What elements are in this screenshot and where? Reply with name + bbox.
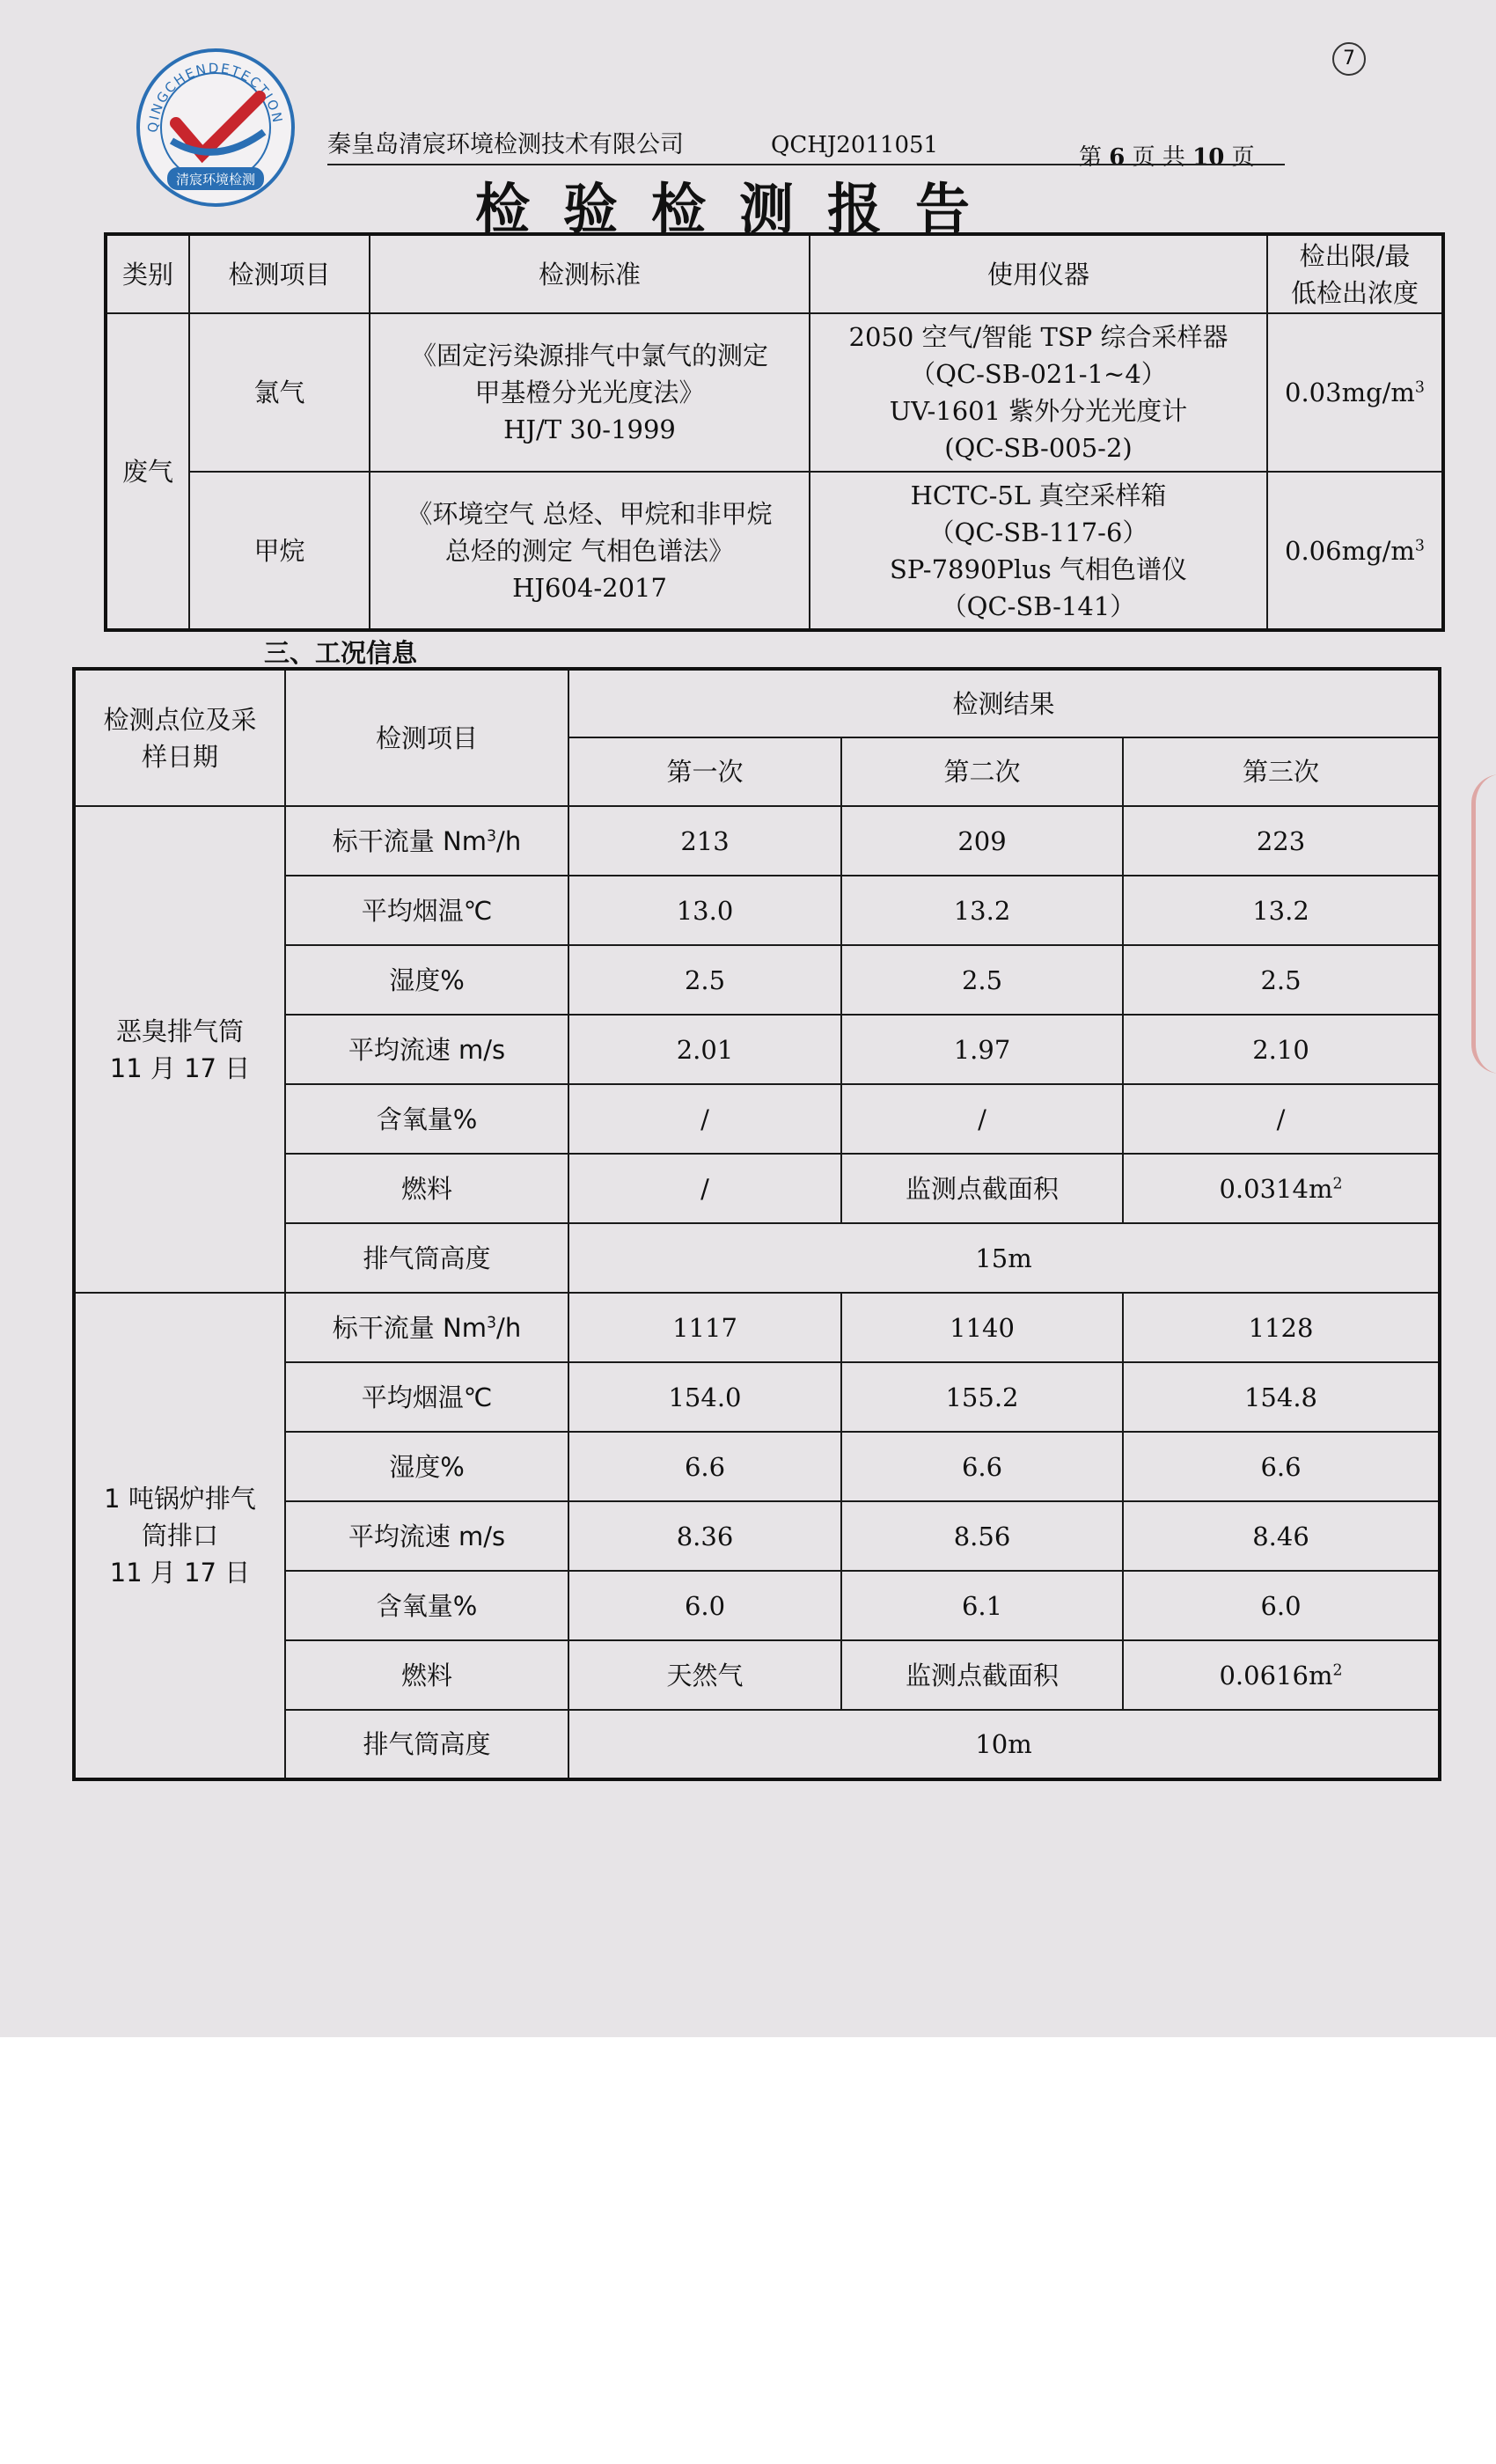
value-cell: 1128	[1123, 1293, 1440, 1362]
fuel-label: 燃料	[285, 1154, 568, 1223]
value-cell: 8.36	[568, 1501, 841, 1571]
item-cell: 平均烟温℃	[285, 876, 568, 945]
area-label: 监测点截面积	[841, 1640, 1123, 1710]
company-logo-seal	[132, 44, 299, 211]
area-label: 监测点截面积	[841, 1154, 1123, 1223]
item-cell: 平均流速 m/s	[285, 1015, 568, 1084]
item-cell: 标干流量 Nm$^3$/h	[285, 1293, 568, 1362]
value-cell: 6.6	[841, 1432, 1123, 1501]
value-cell: /	[1123, 1084, 1440, 1154]
header-instrument: 使用仪器	[810, 234, 1267, 313]
area-value: $0.0314m^2$	[1123, 1154, 1440, 1223]
instrument-cell: 2050 空气/智能 TSP 综合采样器 （QC-SB-021-1~4） UV-1601 紫外分光光度计 (QC-SB-005-2)	[810, 313, 1267, 472]
header-second: 第二次	[841, 737, 1123, 806]
company-name: 秦皇岛清宸环境检测技术有限公司	[327, 131, 684, 158]
value-cell: /	[568, 1084, 841, 1154]
header-category: 类别	[106, 234, 189, 313]
value-cell: 1140	[841, 1293, 1123, 1362]
height-label: 排气筒高度	[285, 1710, 568, 1779]
value-cell: 154.0	[568, 1362, 841, 1432]
value-cell: 209	[841, 806, 1123, 876]
height-value: 10m	[568, 1710, 1440, 1779]
value-cell: 6.0	[1123, 1571, 1440, 1640]
limit-cell: $0.06mg/m^3$	[1267, 472, 1443, 630]
item-cell: 含氧量%	[285, 1571, 568, 1640]
item-cell: 氯气	[189, 313, 370, 472]
point-cell: 恶臭排气筒 11 月 17 日	[74, 806, 285, 1293]
value-cell: 6.1	[841, 1571, 1123, 1640]
seal-stamp-edge	[1471, 774, 1496, 1074]
handwritten-page-mark: 7	[1332, 42, 1366, 76]
page-indicator: 第 6 页 共 10 页	[1079, 144, 1255, 171]
report-number: QCHJ2011051	[771, 132, 939, 158]
fuel-value: 天然气	[568, 1640, 841, 1710]
value-cell: 2.5	[841, 945, 1123, 1015]
value-cell: 13.2	[841, 876, 1123, 945]
value-cell: 155.2	[841, 1362, 1123, 1432]
height-value: 15m	[568, 1223, 1440, 1293]
value-cell: 2.5	[568, 945, 841, 1015]
value-cell: 8.56	[841, 1501, 1123, 1571]
header-results: 检测结果	[568, 669, 1440, 737]
header-item: 检测项目	[189, 234, 370, 313]
value-cell: 223	[1123, 806, 1440, 876]
svg-text:清宸环境检测: 清宸环境检测	[175, 172, 256, 187]
value-cell: 6.0	[568, 1571, 841, 1640]
header-third: 第三次	[1123, 737, 1440, 806]
fuel-label: 燃料	[285, 1640, 568, 1710]
fuel-value: /	[568, 1154, 841, 1223]
area-value: $0.0616m^2$	[1123, 1640, 1440, 1710]
height-label: 排气筒高度	[285, 1223, 568, 1293]
item-cell: 平均流速 m/s	[285, 1501, 568, 1571]
standard-cell: 《环境空气 总烃、甲烷和非甲烷 总烃的测定 气相色谱法》 HJ604-2017	[370, 472, 810, 630]
svg-text:QINGCHENDETECTION: QINGCHENDETECTION	[144, 60, 286, 134]
value-cell: 2.5	[1123, 945, 1440, 1015]
instrument-cell: HCTC-5L 真空采样箱 （QC-SB-117-6） SP-7890Plus 气相色谱仪 （QC-SB-141）	[810, 472, 1267, 630]
header-point: 检测点位及采 样日期	[74, 669, 285, 806]
standard-cell: 《固定污染源排气中氯气的测定 甲基橙分光光度法》 HJ/T 30-1999	[370, 313, 810, 472]
value-cell: 6.6	[568, 1432, 841, 1501]
value-cell: 2.01	[568, 1015, 841, 1084]
report-title: 检验检测报告	[475, 177, 1004, 241]
value-cell: /	[841, 1084, 1123, 1154]
header-limit: 检出限/最 低检出浓度	[1267, 234, 1443, 313]
value-cell: 2.10	[1123, 1015, 1440, 1084]
point-cell: 1 吨锅炉排气 筒排口 11 月 17 日	[74, 1293, 285, 1779]
value-cell: 8.46	[1123, 1501, 1440, 1571]
item-cell: 湿度%	[285, 945, 568, 1015]
value-cell: 1117	[568, 1293, 841, 1362]
item-cell: 甲烷	[189, 472, 370, 630]
conditions-table	[72, 667, 1441, 1781]
item-cell: 平均烟温℃	[285, 1362, 568, 1432]
item-cell: 含氧量%	[285, 1084, 568, 1154]
category-cell: 废气	[106, 313, 189, 630]
header-item: 检测项目	[285, 669, 568, 806]
value-cell: 213	[568, 806, 841, 876]
header-first: 第一次	[568, 737, 841, 806]
value-cell: 6.6	[1123, 1432, 1440, 1501]
value-cell: 13.2	[1123, 876, 1440, 945]
methods-table	[104, 232, 1445, 632]
limit-cell: $0.03mg/m^3$	[1267, 313, 1443, 472]
value-cell: 13.0	[568, 876, 841, 945]
section-title: 三、工况信息	[264, 638, 418, 668]
item-cell: 湿度%	[285, 1432, 568, 1501]
header-standard: 检测标准	[370, 234, 810, 313]
item-cell: 标干流量 Nm$^3$/h	[285, 806, 568, 876]
value-cell: 154.8	[1123, 1362, 1440, 1432]
value-cell: 1.97	[841, 1015, 1123, 1084]
